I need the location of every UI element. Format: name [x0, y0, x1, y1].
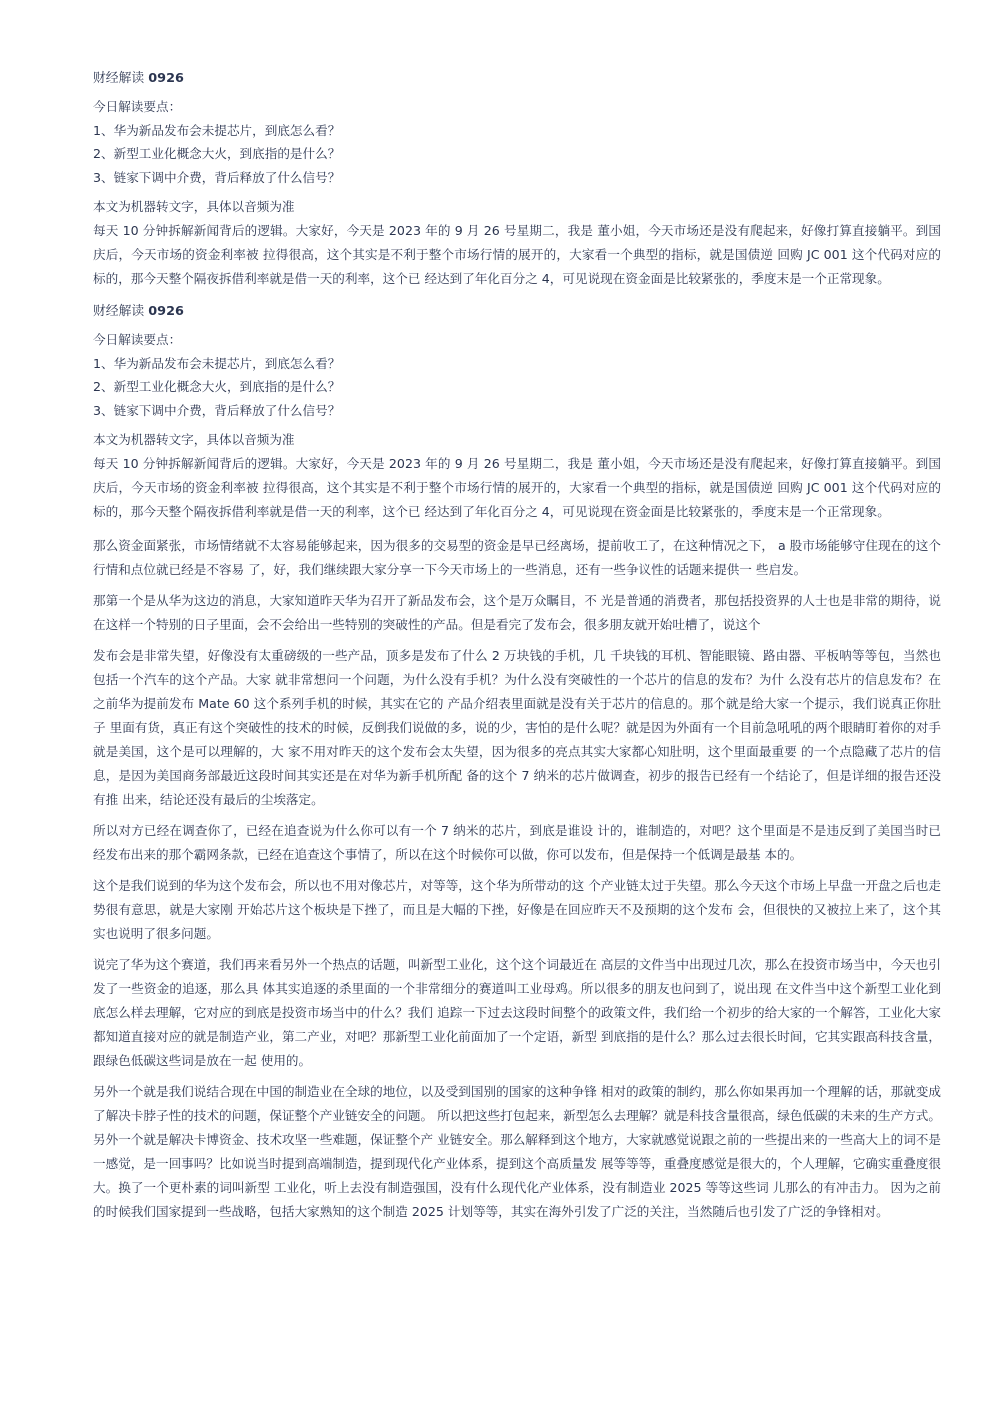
key-point-item: 3、链家下调中介费，背后释放了什么信号？	[93, 169, 341, 185]
body-paragraph: 所以对方已经在调查你了，已经在追查说为什么你可以有一个 7 纳米的芯片，到底是谁设 计的，谁制造的，对吧？这个里面是不是违反到了美国当时已经发布出来的那个霸网条款，已经在追查这个事情了，所以在这个时候你可以做，你可以发布，但是保持一个低调是最基 本的。	[93, 823, 941, 862]
intro-paragraph: 每天 10 分钟拆解新闻背后的逻辑。大家好，今天是 2023 年的 9 月 26 号星期二，我是 董小姐，今天市场还是没有爬起来，好像打算直接躺平。到国庆后，今天市场的资金利率被 拉得很高，这个其实是不利于整个市场行情的展开的，大家看一个典型的指标，就是国债逆 回购 JC 001 这个代码对应的标的，那今天整个隔夜拆借利率就是借一天的利率，这个已 经达到了年化百分之 4，可见说现在资金面是比较紧张的，季度末是一个正常现象。	[93, 456, 941, 519]
section-title	[93, 68, 941, 90]
section-1	[93, 68, 941, 291]
body-paragraph: 说完了华为这个赛道，我们再来看另外一个热点的话题，叫新型工业化，这个这个词最近在 高层的文件当中出现过几次，那么在投资市场当中，今天也引发了一些资金的追逐，那么具 体其实追逐的杀里面的一个非常细分的赛道叫工业母鸡。所以很多的朋友也问到了，说出现 在文件当中这个新型工业化到底怎么样去理解，它对应的到底是投资市场当中的什么？我们 追踪一下过去这段时间整个的政策文件，我们给一个初步的给大家的一个解答，工业化大家 都知道直接对应的就是制造产业，第二产业，对吧？那新型工业化前面加了一个定语，新型 到底指的是什么？那么过去很长时间，它其实跟高科技含量，跟绿色低碳这些词是放在一起 使用的。	[93, 957, 941, 1068]
key-points	[93, 328, 941, 422]
transcript-note: 本文为机器转文字，具体以音频为准	[93, 432, 295, 447]
key-points	[93, 95, 941, 189]
section-title	[93, 301, 941, 323]
body-paragraph: 这个是我们说到的华为这个发布会，所以也不用对像芯片，对等等，这个华为所带动的这 个产业链太过于失望。那么今天这个市场上早盘一开盘之后也走势很有意思，就是大家刚 开始芯片这个板块是下挫了，而且是大幅的下挫，好像是在回应昨天不及预期的这个发布 会，但很快的又被拉上来了，这个其实也说明了很多问题。	[93, 878, 941, 941]
body-paragraph: 那第一个是从华为这边的消息，大家知道昨天华为召开了新品发布会，这个是万众瞩目，不 光是普通的消费者，那包括投资界的人士也是非常的期待，说在这样一个特别的日子里面，会不会给出一些特别的突破性的产品。但是看完了发布会，很多朋友就开始吐槽了，说这个	[93, 593, 941, 632]
transcript-note: 本文为机器转文字，具体以音频为准	[93, 199, 295, 214]
section-2	[93, 301, 941, 524]
title-prefix: 财经解读	[93, 71, 149, 86]
title-number: 0926	[148, 71, 184, 86]
document-page	[93, 68, 941, 1231]
body-paragraph: 那么资金面紧张，市场情绪就不太容易能够起来，因为很多的交易型的资金是早已经离场，提前收工了，在这种情况之下， a 股市场能够守住现在的这个行情和点位就已经是不容易 了，好，我们继续跟大家分享一下今天市场上的一些消息，还有一些争议性的话题来提供一 些启发。	[93, 538, 941, 577]
body-paragraph: 另外一个就是我们说结合现在中国的制造业在全球的地位，以及受到国别的国家的这种争锋 相对的政策的制约，那么你如果再加一个理解的话，那就变成了解决卡脖子性的技术的问题，保证整个产业链安全的问题。 所以把这些打包起来，新型怎么去理解？就是科技含量很高，绿色低碳的未来的生产方式。另外一个就是解决卡博资金、技术攻坚一些难题，保证整个产 业链安全。那么解释到这个地方，大家就感觉说跟之前的一些提出来的一些高大上的词不是 一感觉，是一回事吗？比如说当时提到高端制造，提到现代化产业体系，提到这个高质量发 展等等等，重叠度感觉是很大的，个人理解，它确实重叠度很大。换了一个更朴素的词叫新型 工业化，听上去没有制造强国，没有什么现代化产业体系，没有制造业 2025 等等这些词 儿那么的有冲击力。 因为之前的时候我们国家提到一些战略，包括大家熟知的这个制造 2025 计划等等，其实在海外引发了广泛的关注，当然随后也引发了广泛的争锋相对。	[93, 1084, 941, 1219]
title-number: 0926	[148, 304, 184, 319]
key-point-item: 2、新型工业化概念大火，到底指的是什么？	[93, 146, 341, 161]
key-point-item: 1、华为新品发布会未提芯片，到底怎么看？	[93, 122, 341, 138]
key-point-item: 1、华为新品发布会未提芯片，到底怎么看？	[93, 355, 341, 371]
key-point-item: 2、新型工业化概念大火，到底指的是什么？	[93, 379, 341, 394]
title-prefix: 财经解读	[93, 304, 149, 319]
body-text	[93, 534, 941, 1224]
key-points-heading: 今日解读要点：	[93, 99, 182, 114]
body-paragraph: 发布会是非常失望，好像没有太重磅级的一些产品，顶多是发布了什么 2 万块钱的手机，几 千块钱的耳机、智能眼镜、路由器、平板呐等等包，当然也包括一个汽车的这个产品。大家 就非常想问一个问题，为什么没有手机？为什么没有突破性的一个芯片的信息的发布？为什 么没有芯片的信息发布？在之前华为提前发布 Mate 60 这个系列手机的时候，其实在它的 产品介绍表里面就是没有关于芯片的信息的。那个就是给大家一个提示，我们说真正你肚子 里面有货，真正有这个突破性的技术的时候，反倒我们说做的多，说的少，害怕的是什么呢？就是因为外面有一个目前急吼吼的两个眼睛盯着你的对手就是美国，这个是可以理解的，大 家不用对昨天的这个发布会太失望，因为很多的亮点其实大家都心知肚明，这个里面最重要 的一个点隐藏了芯片的信息，是因为美国商务部最近这段时间其实还是在对华为新手机所配 备的这个 7 纳米的芯片做调查，初步的报告已经有一个结论了，但是详细的报告还没有推 出来，结论还没有最后的尘埃落定。	[93, 648, 941, 807]
key-points-heading: 今日解读要点：	[93, 332, 182, 347]
key-point-item: 3、链家下调中介费，背后释放了什么信号？	[93, 402, 341, 418]
intro-paragraph: 每天 10 分钟拆解新闻背后的逻辑。大家好，今天是 2023 年的 9 月 26 号星期二，我是 董小姐，今天市场还是没有爬起来，好像打算直接躺平。到国庆后，今天市场的资金利率被 拉得很高，这个其实是不利于整个市场行情的展开的，大家看一个典型的指标，就是国债逆 回购 JC 001 这个代码对应的标的，那今天整个隔夜拆借利率就是借一天的利率，这个已 经达到了年化百分之 4，可见说现在资金面是比较紧张的，季度末是一个正常现象。	[93, 223, 941, 286]
